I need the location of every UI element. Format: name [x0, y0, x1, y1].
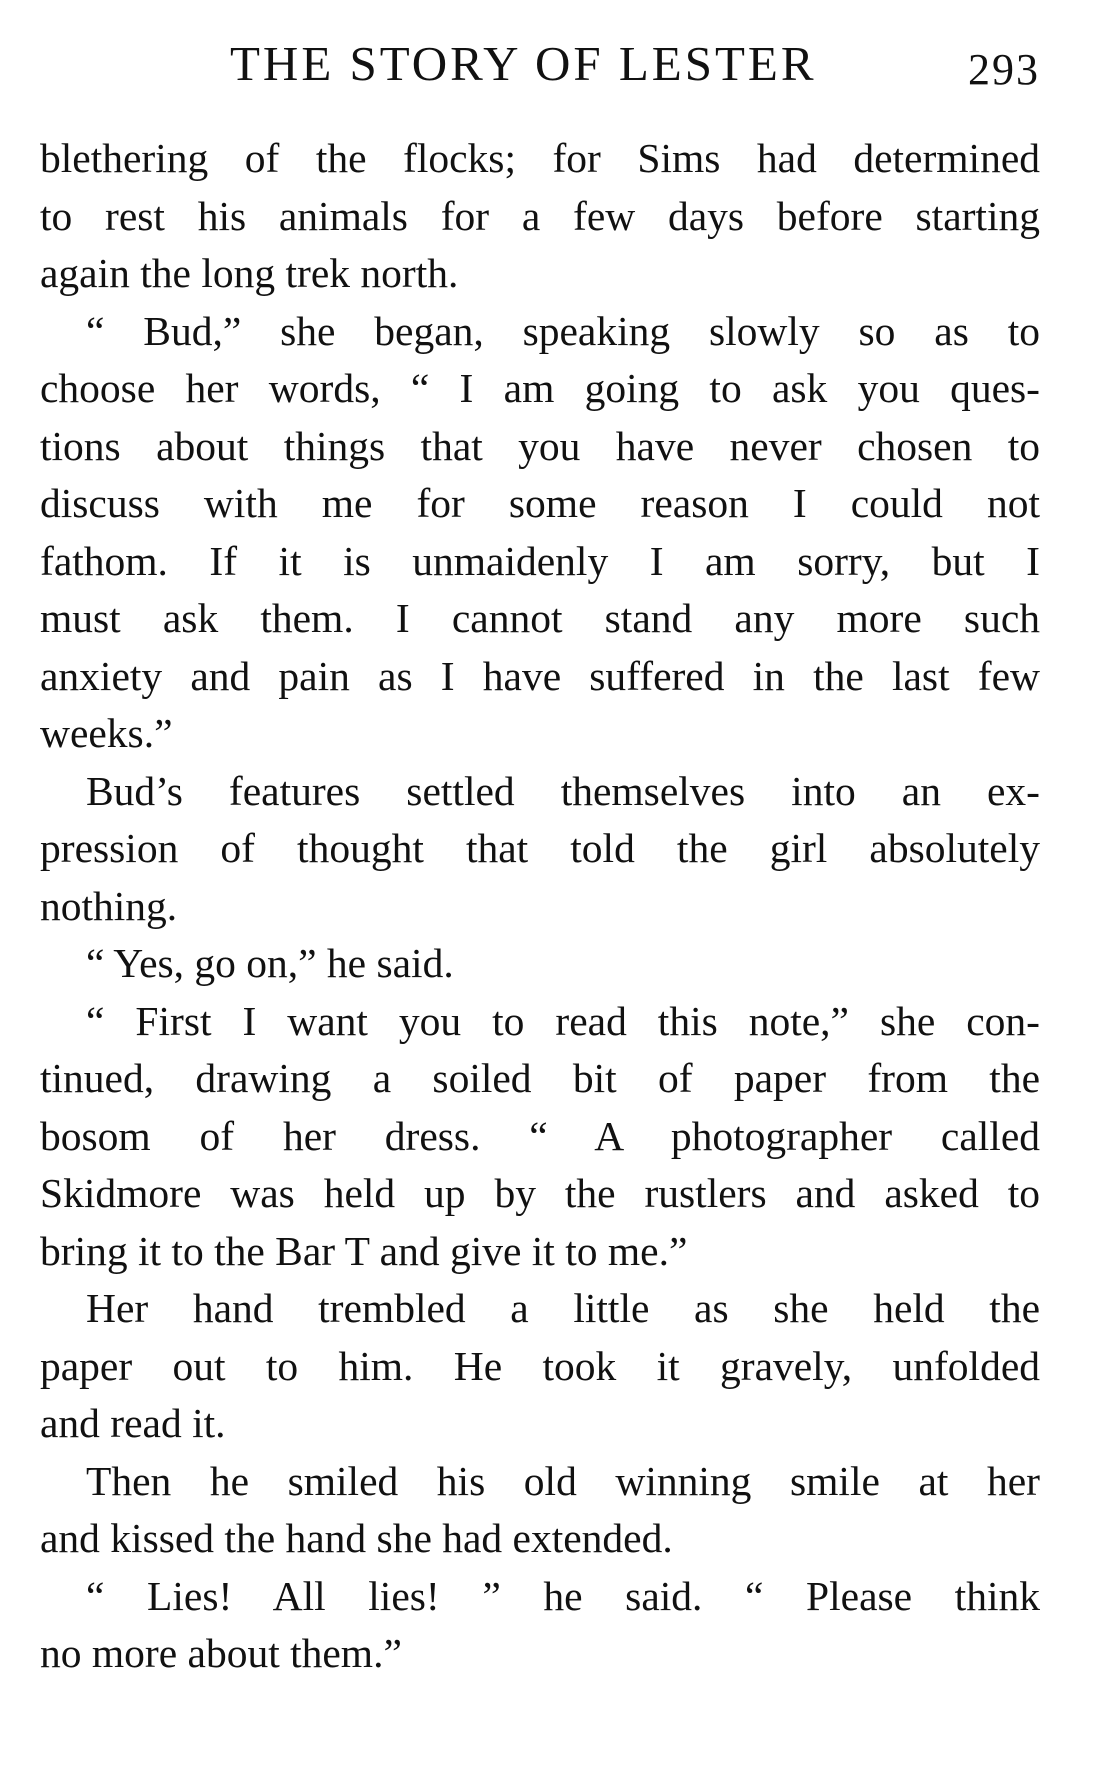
text-line: anxiety and pain as I have suffered in the last few	[40, 652, 1040, 699]
text-line: paper out to him. He took it gravely, unfolded	[40, 1342, 1040, 1389]
text-line: bring it to the Bar T and give it to me.”	[40, 1227, 688, 1274]
text-line: bosom of her dress. “ A photographer called	[40, 1112, 1040, 1159]
text-line: Skidmore was held up by the rustlers and asked to	[40, 1170, 1040, 1216]
text-line: nothing.	[40, 882, 178, 929]
text-line: and read it.	[40, 1400, 226, 1446]
text-line: weeks.”	[40, 710, 173, 756]
text-line: blethering of the flocks; for Sims had determined	[40, 135, 1040, 181]
text-line: and kissed the hand she had extended.	[40, 1515, 673, 1561]
text-line: must ask them. I cannot stand any more such	[40, 595, 1040, 641]
running-head	[40, 34, 1040, 94]
page-number: 293	[968, 45, 1040, 94]
text-line: fathom. If it is unmaidenly I am sorry, but I	[40, 537, 1040, 584]
text-line: tinued, drawing a soiled bit of paper from the	[40, 1055, 1040, 1101]
text-line: pression of thought that told the girl absolutely	[40, 825, 1040, 871]
text-line: Her hand trembled a little as she held the	[86, 1285, 1040, 1331]
body-text	[40, 130, 1040, 1683]
text-line: discuss with me for some reason I could not	[40, 480, 1040, 526]
text-line: “ Lies! All lies! ” he said. “ Please think	[86, 1572, 1040, 1619]
text-line: choose her words, “ I am going to ask you ques-	[40, 365, 1040, 411]
text-line: tions about things that you have never chosen to	[40, 422, 1040, 469]
text-line: again the long trek north.	[40, 250, 459, 296]
text-line: Then he smiled his old winning smile at her	[86, 1457, 1040, 1504]
text-line: no more about them.”	[40, 1630, 402, 1676]
text-line: “ Yes, go on,” he said.	[86, 940, 454, 986]
text-line: “ Bud,” she began, speaking slowly so as to	[86, 307, 1040, 354]
running-title: THE STORY OF LESTER	[230, 36, 817, 91]
text-line: Bud’s features settled themselves into an ex-	[86, 767, 1040, 814]
text-line: to rest his animals for a few days before starting	[40, 192, 1040, 239]
text-line: “ First I want you to read this note,” she con-	[86, 997, 1040, 1044]
